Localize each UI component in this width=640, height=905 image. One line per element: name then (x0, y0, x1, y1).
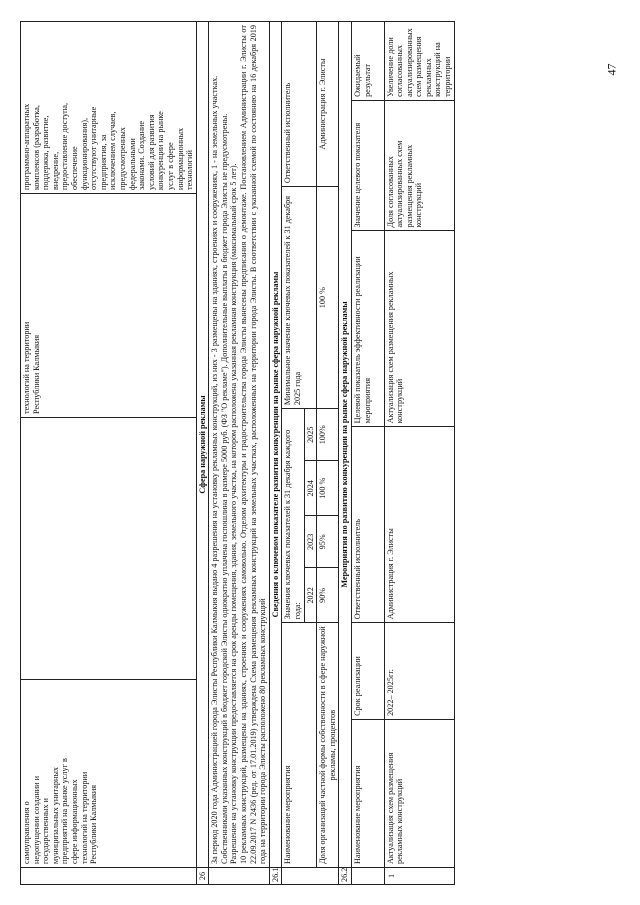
text-line: технологий на территории (79, 771, 89, 864)
header-cell: Наименование мероприятия (352, 719, 384, 867)
measure-cell: Администрация г. Элисты (384, 427, 454, 623)
measure-cell: Увеличение доли согласованных актуализированных схем размещения рекламных конструкций на территории (384, 22, 454, 100)
section-26-2-table-row (352, 22, 455, 885)
paragraph: Собственниками указанных конструкций в бюджет городской Элисты однократно уплачена госпошлина в размере 5000 руб. (ФЗ "О рекламе"). Дополнительные выплаты в бюджет города Элисты не предусмотрены. (219, 113, 229, 864)
kpi-responsible: Администрация г. Элисты (317, 22, 339, 187)
prev-col1 (21, 680, 197, 868)
kpi-name: Доля организаций частной формы собственности в сфере наружной рекламы, процентов (317, 623, 339, 867)
text-line: предусмотренных (117, 127, 127, 190)
section-number: 26.1 (269, 868, 282, 885)
kpi-value: 95% (317, 516, 339, 568)
section-title: Мероприятия по развитию конкуренции на рынке сфера наружной рекламы (339, 22, 352, 868)
row-number: 1 (387, 873, 396, 879)
section-number: 26.2 (339, 868, 352, 885)
year-header: 2025 (304, 409, 317, 461)
header-cell: Ответственный исполнитель (352, 427, 384, 623)
page-number: 47 (604, 63, 619, 76)
measure-cell: Доля согласованных актуализированных схем размещения рекламных конструкций (384, 100, 454, 231)
header-values: Значения ключевых показателей к 31 декабря каждого года: (282, 409, 304, 623)
text-line: технологий на территории (22, 321, 31, 414)
text-line: конкуренции на рынке (156, 111, 166, 190)
kpi-value: 100 % (317, 461, 339, 516)
section-26-header (196, 22, 209, 885)
header-name: Наименование мероприятия (282, 623, 316, 867)
text-line: исключением случаев, (108, 111, 118, 190)
paragraph: 10 рекламных конструкций, размещены на зданиях, строениях и сооружениях самовольно. Отделом архитектуры и градостроительства города Элисты вынесены предписания о демонтаже. Постановлением Администрации г. Элисты от 22.09.2017 N 2436 (ред. от 17.01.2019) утверждена Схема размещения рекламных конструкций на земельных участках, расположенных на территории города Элисты. В соответствии с указанной схемой по состоянию на 16 декабря 2019 года на территории города Элисты расположено 80 рекламных конструкций (239, 25, 268, 864)
year-header: 2023 (304, 516, 317, 568)
header-cell: Ожидаемый результат (352, 22, 384, 100)
section-number: 26 (196, 868, 209, 885)
text-line: информационных (175, 127, 185, 190)
text-line: комплексов (разработка, (31, 105, 41, 190)
text-line: программно-аппаратных (22, 103, 31, 190)
text-line: поддержка, развитие, (41, 115, 51, 190)
text-line: муниципальных унитарных (50, 767, 60, 864)
prev-col3 (21, 194, 197, 418)
prev-col4 (21, 22, 197, 194)
year-header: 2022 (304, 568, 317, 623)
text-line: недопущении создании и (31, 776, 41, 864)
section-description (209, 22, 270, 868)
text-line: условий для развития (146, 114, 156, 190)
measure-cell: 2022– 2025гг. (384, 623, 454, 720)
paragraph: Разрешение на установку конструкции предоставляется на срок аренды помещения, здания, земельного участка, на котором расположена указанная рекламная конструкция (максимальный срок 5 лет). (229, 163, 239, 864)
kpi-value: 90% (317, 568, 339, 623)
text-line: технологий (185, 150, 195, 190)
section-26-1-table-row (282, 22, 339, 885)
section-title: Сведения о ключевом показателе развития конкуренции на рынке сфера наружной рекламы (269, 22, 282, 868)
text-line: предприятия, за (98, 134, 108, 190)
measures-table (352, 22, 454, 867)
text-line: государственных и (41, 798, 51, 864)
kpi-table (282, 22, 338, 867)
header-cell: Целевой показатель эффективности реализации мероприятия (352, 231, 384, 427)
text-line: сфере информационных (69, 779, 79, 864)
section-26-1-header (269, 22, 282, 885)
header-cell: Значение целевого показателя (352, 100, 384, 231)
text-line: внедрение, (50, 151, 60, 190)
text-line: функционирования), (79, 117, 89, 190)
text-line: законами. Создание (137, 120, 147, 190)
header-minimal: Минимальное значение ключевых показателей к 31 декабря 2025 года (282, 187, 316, 409)
cell-empty (21, 868, 197, 885)
prev-col2 (21, 418, 197, 680)
section-title: Сфера наружной рекламы (196, 22, 209, 868)
year-header: 2024 (304, 461, 317, 516)
text-line: обеспечение (69, 146, 79, 190)
kpi-minimal: 100 % (317, 187, 339, 409)
paragraph: За период 2020 года Администрацией города Элисты Республики Калмыкия выдано 4 разрешения на установку рекламных конструкций, из них - 3 размещены на зданиях, строениях и сооружениях, 1 - на земельных участках. (210, 75, 220, 864)
text-line: Республики Калмыкия (31, 334, 41, 414)
section-26-description (209, 22, 270, 885)
table-row-prev (21, 22, 197, 885)
text-line: предприятий на рынке услуг в (60, 758, 70, 864)
measure-cell: Актуализация схем размещения рекламных конструкций (384, 719, 454, 867)
text-line: самоуправления о (22, 801, 31, 864)
text-line: Республики Калмыкия (89, 784, 99, 864)
text-line: отсутствуют унитарные (89, 106, 99, 190)
measure-cell: Актуализация схем размещения рекламных конструкций (384, 231, 454, 427)
text-line: федеральными (127, 138, 137, 190)
main-table (20, 21, 455, 885)
rotated-page-content (20, 22, 620, 885)
text-line: предоставление доступа, (60, 102, 70, 190)
header-cell: Срок реализации (352, 623, 384, 720)
text-line: услуг в сфере (165, 142, 175, 190)
header-responsible: Ответственный исполнитель (282, 22, 316, 187)
section-26-2-header (339, 22, 352, 885)
kpi-value: 100% (317, 409, 339, 461)
